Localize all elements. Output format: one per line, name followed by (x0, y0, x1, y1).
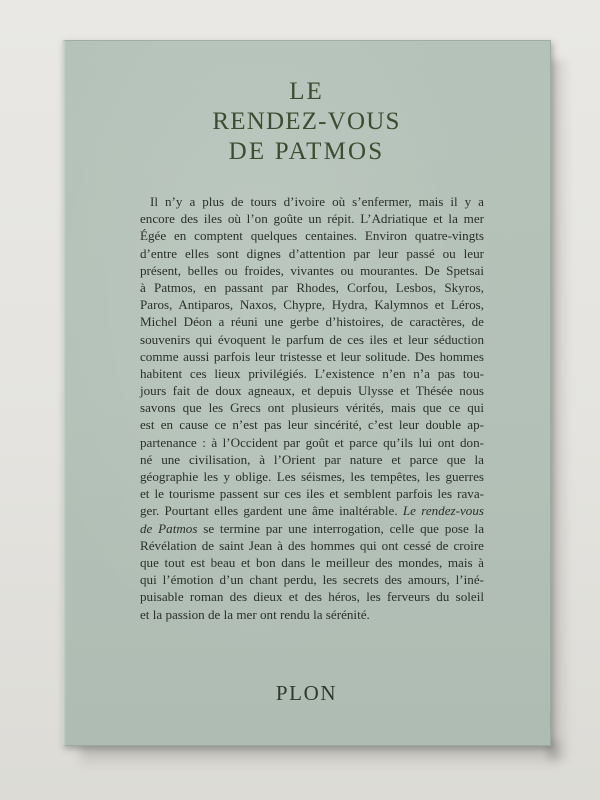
blurb-line: est en cause ce n’est pas leur sincérité, c’est leur double ap- (140, 417, 484, 433)
blurb-line: à Patmos, en passant par Rhodes, Corfou, Lesbos, Skyros, (140, 279, 484, 295)
book-title-line-2: RENDEZ-VOUS (212, 108, 401, 135)
blurb-line: né une civilisation, à l’Orient par nature et parce que la (140, 451, 484, 467)
blurb-line: et le tourisme passent sur ces iles et semblent parfois les rava- (140, 486, 484, 502)
blurb-line: souvenirs qui évoquent le parfum de ces iles et leur séduction (140, 331, 484, 347)
blurb-line-text: ger. Pourtant elles gardent une âme inaltérable. (140, 503, 398, 519)
italic-book-title-part2: de Patmos (140, 520, 198, 536)
book-shadow-right (548, 60, 570, 760)
book-title-line-1: LE (289, 78, 324, 105)
blurb-line-with-title (140, 502, 484, 519)
blurb-line: qui l’émotion d’un chant perdu, les secrets des amours, l’iné- (140, 572, 484, 588)
blurb-line: présent, belles ou froides, vivantes ou mourantes. De Spetsai (140, 262, 484, 278)
blurb-line: Il n’y a plus de tours d’ivoire où s’enfermer, mais il y a (150, 194, 484, 209)
blurb-line: géographie les y oblige. Les séismes, les tempêtes, les guerres (140, 469, 484, 484)
blurb-line: comme aussi parfois leur tristesse et leur solitude. Des hommes (140, 348, 484, 364)
blurb-line: savons que les Grecs ont plusieurs vérités, mais que ce qui (140, 400, 484, 416)
blurb-line: que tout est beau et bon dans le meilleur des mondes, mais à (140, 554, 484, 570)
publisher-name: PLON (275, 681, 338, 705)
blurb-line: Michel Déon a réuni une gerbe d’histoires, de caractères, de (140, 314, 484, 330)
blurb-line: encore des iles où l’on goûte un répit. L’Adriatique et la mer (140, 211, 484, 227)
book-back-cover (62, 40, 551, 746)
blurb-line: Égée en comptent quelques centaines. Environ quatre-vingts (140, 228, 484, 244)
blurb-line: Révélation de saint Jean à des hommes qui ont cessé de croire (140, 537, 484, 553)
blurb-line-with-title (140, 520, 484, 537)
blurb-line: habitent ces lieux privilégiés. L’existence n’en n’a pas tou- (140, 365, 484, 381)
blurb-line: et la passion de la mer ont rendu la sérénité. (140, 606, 370, 622)
blurb-line: puisable roman des dieux et des héros, les ferveurs du soleil (140, 589, 484, 605)
blurb-line-text: se termine par une interrogation, celle que pose la (203, 520, 485, 536)
blurb-line: Paros, Antiparos, Naxos, Chypre, Hydra, Kalymnos et Léros, (140, 297, 484, 313)
book-title-line-3: DE PATMOS (228, 138, 385, 165)
blurb-line: jours fait de doux agneaux, et depuis Ulysse et Thésée nous (140, 383, 484, 399)
blurb-line: d’entre elles sont dignes d’attention par leur passé ou leur (140, 245, 484, 261)
italic-book-title-part1: Le rendez-vous (402, 503, 484, 519)
book-blurb (140, 193, 484, 623)
blurb-line: partenance : à l’Occident par goût et parce qu’ils lui ont don- (140, 434, 484, 450)
